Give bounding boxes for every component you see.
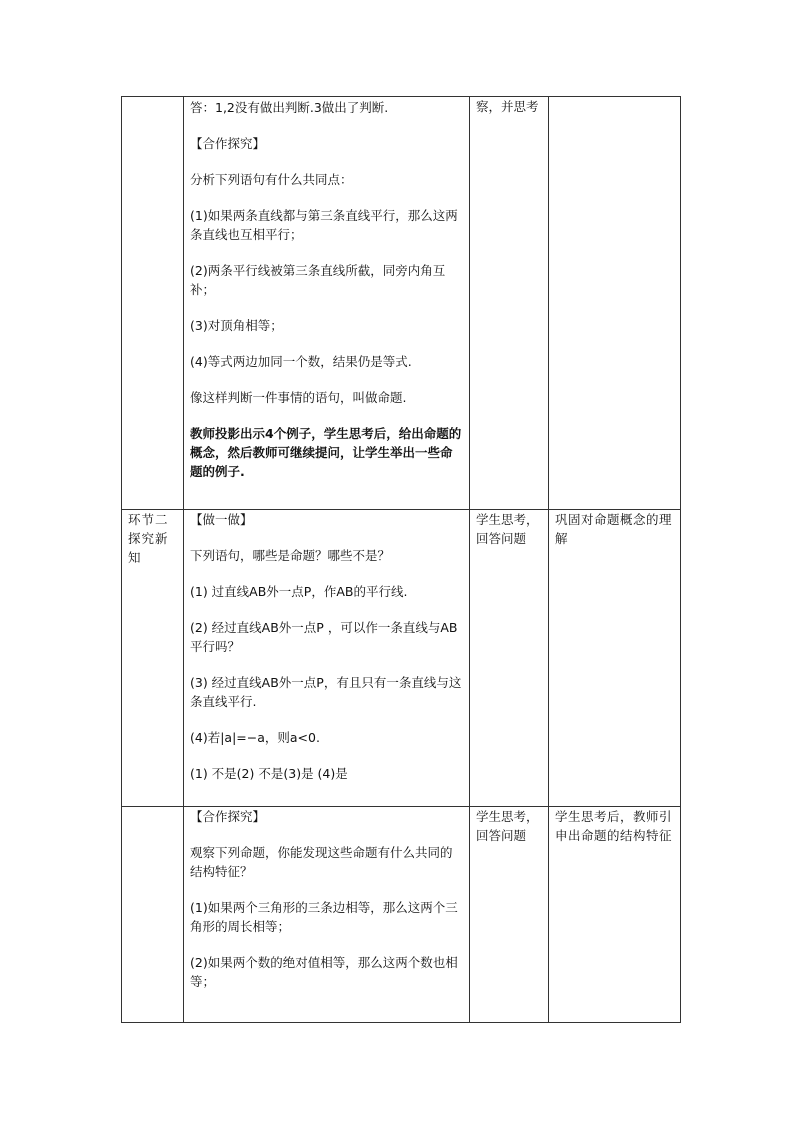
lesson-plan-table	[121, 96, 681, 1023]
stage-cell	[122, 97, 184, 510]
list-item: (1)如果两条直线都与第三条直线平行，那么这两条直线也互相平行；	[190, 208, 458, 242]
list-item: (3) 经过直线AB外一点P，有且只有一条直线与这条直线平行.	[190, 675, 462, 709]
content-cell	[184, 510, 470, 807]
list-item: (1) 过直线AB外一点P，作AB的平行线.	[190, 584, 408, 599]
answer-text: (1) 不是(2) 不是(3)是 (4)是	[190, 766, 348, 781]
intent-cell: 学生思考后，教师引申出命题的结构特征	[549, 807, 681, 1023]
activity-cell: 察，并思考	[470, 97, 549, 510]
answer-text: 答：1,2没有做出判断.3做出了判断.	[190, 100, 389, 115]
intent-cell: 巩固对命题概念的理解	[549, 510, 681, 807]
list-item: (4)若|a|=−a，则a<0.	[190, 730, 320, 745]
content-cell	[184, 807, 470, 1023]
content-cell	[184, 97, 470, 510]
stage-label: 环节二 探究新知	[128, 512, 169, 565]
activity-cell: 学生思考，回答问题	[470, 807, 549, 1023]
table-row	[122, 510, 681, 807]
table-row	[122, 97, 681, 510]
section-heading: 【做一做】	[190, 512, 253, 527]
list-item: (1)如果两个三角形的三条边相等，那么这两个三角形的周长相等；	[190, 900, 458, 934]
intent-cell	[549, 97, 681, 510]
list-item: (3)对顶角相等；	[190, 318, 283, 333]
list-item: (2)两条平行线被第三条直线所截，同旁内角互补；	[190, 263, 446, 297]
stage-cell	[122, 510, 184, 807]
question-text: 下列语句，哪些是命题？哪些不是？	[190, 548, 391, 563]
prompt-text: 观察下列命题，你能发现这些命题有什么共同的结构特征？	[190, 845, 453, 879]
teacher-note: 教师投影出示4个例子，学生思考后，给出命题的概念，然后教师可继续提问，让学生举出一些命题的例子.	[190, 426, 462, 479]
list-item: (2)如果两个数的绝对值相等，那么这两个数也相等；	[190, 955, 458, 989]
list-item: (2) 经过直线AB外一点P ，可以作一条直线与AB平行吗？	[190, 620, 458, 654]
section-heading: 【合作探究】	[190, 809, 266, 824]
activity-cell: 学生思考，回答问题	[470, 510, 549, 807]
section-heading: 【合作探究】	[190, 136, 266, 151]
definition-text: 像这样判断一件事情的语句，叫做命题.	[190, 390, 407, 405]
list-item: (4)等式两边加同一个数，结果仍是等式.	[190, 354, 412, 369]
table-row	[122, 807, 681, 1023]
prompt-text: 分析下列语句有什么共同点：	[190, 172, 353, 187]
stage-cell	[122, 807, 184, 1023]
